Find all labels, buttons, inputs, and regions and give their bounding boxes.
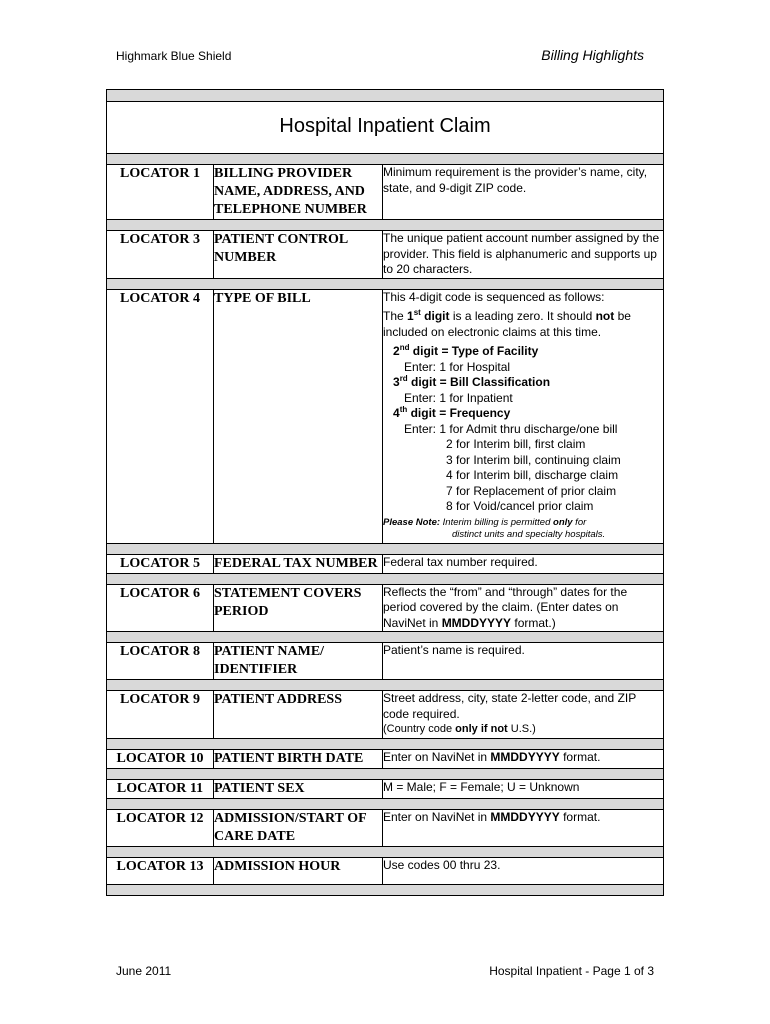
field-name: ADMISSION HOUR	[214, 857, 383, 884]
locator-label: LOCATOR 9	[107, 691, 214, 739]
field-description: Patient’s name is required.	[383, 643, 664, 680]
table-row	[107, 749, 664, 768]
second-digit-heading: 2nd digit = Type of Facility	[393, 343, 539, 358]
field-name: PATIENT NAME/ IDENTIFIER	[214, 643, 383, 680]
field-name: PATIENT CONTROL NUMBER	[214, 231, 383, 279]
table-row	[107, 809, 664, 846]
field-name: PATIENT BIRTH DATE	[214, 749, 383, 768]
locator-label: LOCATOR 1	[107, 165, 214, 220]
please-note: Please Note: Interim billing is permitted only for distinct units and specialty hospitals.	[383, 516, 606, 540]
locator-label: LOCATOR 3	[107, 231, 214, 279]
table-row	[107, 165, 664, 220]
separator-row	[107, 220, 664, 231]
separator-row	[107, 738, 664, 749]
table-row	[107, 231, 664, 279]
footer-date: June 2011	[116, 964, 172, 978]
field-description: Enter on NaviNet in MMDDYYYY format.	[383, 749, 664, 768]
header-organization: Highmark Blue Shield	[116, 49, 232, 63]
separator-row	[107, 768, 664, 779]
field-name: STATEMENT COVERS PERIOD	[214, 584, 383, 632]
separator-row	[107, 278, 664, 289]
field-name: TYPE OF BILL	[214, 289, 383, 543]
locator-label: LOCATOR 12	[107, 809, 214, 846]
separator-row	[107, 884, 664, 895]
locator-label: LOCATOR 8	[107, 643, 214, 680]
field-name: PATIENT ADDRESS	[214, 691, 383, 739]
table-row	[107, 643, 664, 680]
field-description: M = Male; F = Female; U = Unknown	[383, 779, 664, 798]
separator-row	[107, 798, 664, 809]
locator-label: LOCATOR 13	[107, 857, 214, 884]
table-row	[107, 584, 664, 632]
header-section-title: Billing Highlights	[541, 47, 644, 63]
locator-label: LOCATOR 5	[107, 554, 214, 573]
frequency-option: 3 for Interim bill, continuing claim	[446, 452, 621, 467]
frequency-option: 4 for Interim bill, discharge claim	[446, 468, 619, 482]
frequency-option: 8 for Void/cancel prior claim	[446, 499, 594, 513]
table-row	[107, 289, 664, 543]
table-row	[107, 857, 664, 884]
separator-row	[107, 846, 664, 857]
fourth-digit-enter: Enter: 1 for Admit thru discharge/one bill	[404, 421, 618, 436]
type-of-bill-intro: This 4-digit code is sequenced as follows:	[383, 289, 605, 304]
first-digit-text: The 1st digit is a leading zero. It should not be included on electronic claims at this time.	[383, 308, 631, 339]
frequency-option: 2 for Interim bill, first claim	[446, 437, 586, 451]
page-title: Hospital Inpatient Claim	[107, 102, 664, 154]
separator-row	[107, 632, 664, 643]
separator-row	[107, 573, 664, 584]
locator-label: LOCATOR 11	[107, 779, 214, 798]
field-name: ADMISSION/START OF CARE DATE	[214, 809, 383, 846]
country-code-note: (Country code only if not U.S.)	[383, 723, 536, 735]
second-digit-enter: Enter: 1 for Hospital	[404, 359, 511, 374]
field-description: The unique patient account number assigned by the provider. This field is alphanumeric and supports up to 20 characters.	[383, 231, 664, 279]
third-digit-enter: Enter: 1 for Inpatient	[404, 390, 513, 405]
field-name: BILLING PROVIDER NAME, ADDRESS, AND TELEPHONE NUMBER	[214, 165, 383, 220]
footer-page-number: Hospital Inpatient - Page 1 of 3	[489, 964, 654, 978]
separator-row	[107, 680, 664, 691]
frequency-option: 7 for Replacement of prior claim	[446, 483, 617, 498]
table-row	[107, 554, 664, 573]
fourth-digit-heading: 4th digit = Frequency	[393, 405, 511, 420]
field-description: Federal tax number required.	[383, 554, 664, 573]
title-row	[107, 102, 664, 154]
field-name: FEDERAL TAX NUMBER	[214, 554, 383, 573]
field-description: Use codes 00 thru 23.	[383, 857, 664, 884]
field-name: PATIENT SEX	[214, 779, 383, 798]
table-row	[107, 779, 664, 798]
locator-label: LOCATOR 6	[107, 584, 214, 632]
field-description	[383, 289, 664, 543]
table-row	[107, 691, 664, 739]
field-description: Street address, city, state 2-letter code, and ZIP code required. (Country code only if not U.S.)	[383, 691, 664, 739]
field-description: Reflects the “from” and “through” dates for the period covered by the claim. (Enter dates on NaviNet in MMDDYYYY format.)	[383, 584, 664, 632]
claim-table	[106, 89, 664, 896]
field-description: Minimum requirement is the provider’s name, city, state, and 9-digit ZIP code.	[383, 165, 664, 220]
separator-row	[107, 543, 664, 554]
separator-row	[107, 90, 664, 102]
locator-label: LOCATOR 4	[107, 289, 214, 543]
locator-label: LOCATOR 10	[107, 749, 214, 768]
third-digit-heading: 3rd digit = Bill Classification	[393, 374, 551, 389]
separator-row	[107, 154, 664, 165]
field-description: Enter on NaviNet in MMDDYYYY format.	[383, 809, 664, 846]
